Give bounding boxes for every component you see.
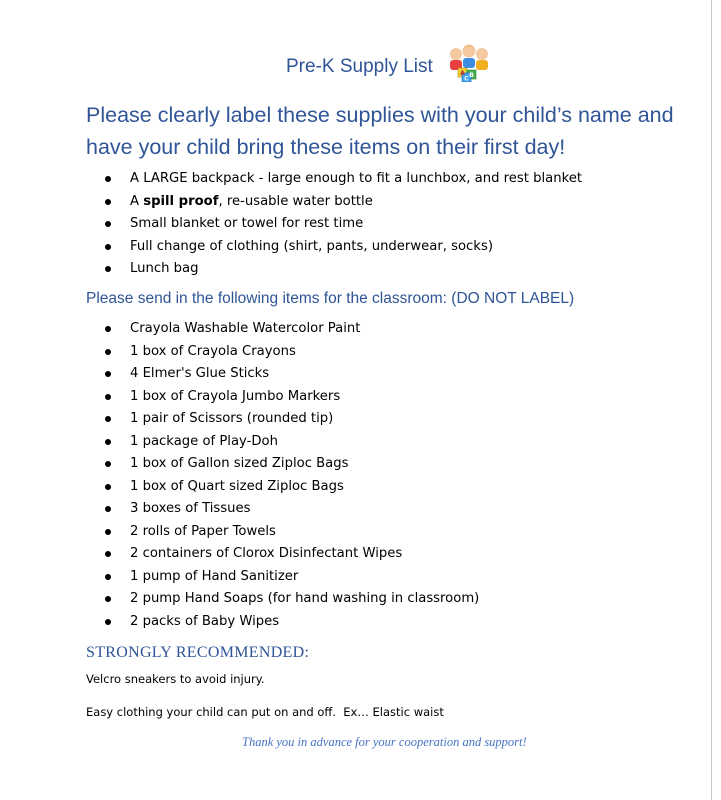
bullet-icon: [105, 619, 111, 625]
list-item: [105, 611, 695, 634]
list-item-text: Crayola Washable Watercolor Paint: [130, 321, 361, 336]
bullet-icon: [105, 371, 111, 377]
bullet-icon: [105, 484, 111, 490]
list-item-text: A: [130, 193, 144, 209]
list-item-text: 1 pump of Hand Sanitizer: [130, 568, 299, 584]
list-item-text: 1 box of Quart sized Ziploc Bags: [130, 478, 344, 494]
list-item-text: Full change of clothing (shirt, pants, underwear, socks): [130, 238, 493, 254]
bullet-icon: [105, 574, 111, 580]
list-item-text: 2 pump Hand Soaps (for hand washing in classroom): [130, 591, 480, 606]
list-item-text: 1 package of Play-Doh: [130, 433, 278, 449]
list-item-text: 4 Elmer's Glue Sticks: [130, 366, 270, 381]
list-item: [105, 498, 695, 521]
list-item: [105, 408, 695, 431]
list-item: [105, 588, 695, 611]
bullet-icon: [105, 506, 111, 512]
bullet-icon: [105, 439, 111, 445]
bullet-icon: [105, 416, 111, 422]
page-title: Pre-K Supply List: [286, 56, 433, 77]
svg-text:C: C: [464, 75, 469, 82]
recommendation-note: Velcro sneakers to avoid injury.: [86, 672, 265, 686]
list-item: [105, 236, 695, 259]
list-item-text: 2 containers of Clorox Disinfectant Wipes: [130, 546, 403, 561]
bullet-icon: [105, 176, 111, 182]
list-item-text: 2 rolls of Paper Towels: [130, 523, 276, 539]
bullet-icon: [105, 529, 111, 535]
list-item: [105, 543, 695, 566]
list-item: [105, 213, 695, 236]
bullet-icon: [105, 349, 111, 355]
children-with-abc-blocks-icon: [446, 42, 492, 82]
recommendation-note: Easy clothing your child can put on and off. Ex… Elastic waist: [86, 705, 444, 719]
list-item: [105, 168, 695, 191]
list-item-text: 1 box of Crayola Crayons: [130, 343, 296, 359]
bullet-icon: [105, 221, 111, 227]
list-item: [105, 386, 695, 409]
classroom-supplies-list: [105, 318, 695, 633]
list-item-text: 1 box of Crayola Jumbo Markers: [130, 388, 341, 404]
list-item: [105, 318, 695, 341]
list-item-text: , re-usable water bottle: [218, 193, 373, 209]
classroom-items-heading: Please send in the following items for the classroom: (DO NOT LABEL): [86, 290, 575, 307]
list-item-text: 2 packs of Baby Wipes: [130, 613, 280, 629]
strongly-recommended-heading: STRONGLY RECOMMENDED:: [86, 644, 310, 661]
list-item: [105, 363, 695, 386]
bullet-icon: [105, 266, 111, 272]
bullet-icon: [105, 551, 111, 557]
list-item-text: 1 pair of Scissors (rounded tip): [130, 411, 334, 426]
bullet-icon: [105, 461, 111, 467]
svg-text:A: A: [460, 70, 465, 77]
bullet-icon: [105, 596, 111, 602]
personal-supplies-list: [105, 168, 695, 281]
list-item-text: Small blanket or towel for rest time: [130, 216, 364, 231]
list-item: [105, 453, 695, 476]
bullet-icon: [105, 326, 111, 332]
list-item-text: 1 box of Gallon sized Ziploc Bags: [130, 456, 349, 471]
list-item: [105, 341, 695, 364]
bullet-icon: [105, 244, 111, 250]
list-item: [105, 258, 695, 281]
list-item-text: A LARGE backpack - large enough to fit a lunchbox, and rest blanket: [130, 171, 583, 186]
list-item: [105, 521, 695, 544]
title-row: [0, 42, 711, 88]
list-item-emphasis: spill proof: [143, 193, 219, 209]
list-item: [105, 476, 695, 499]
list-item: [105, 566, 695, 589]
bullet-icon: [105, 199, 111, 205]
list-item: [105, 191, 695, 214]
bullet-icon: [105, 394, 111, 400]
thank-you-note: Thank you in advance for your cooperation and support!: [242, 735, 527, 749]
list-item: [105, 431, 695, 454]
list-item-text: Lunch bag: [130, 261, 199, 276]
label-instructions: Please clearly label these supplies with your child’s name and have your child bring these items on their first day!: [86, 103, 674, 159]
svg-text:B: B: [469, 72, 474, 79]
list-item-text: 3 boxes of Tissues: [130, 501, 251, 516]
page-edge-divider: [711, 0, 712, 800]
